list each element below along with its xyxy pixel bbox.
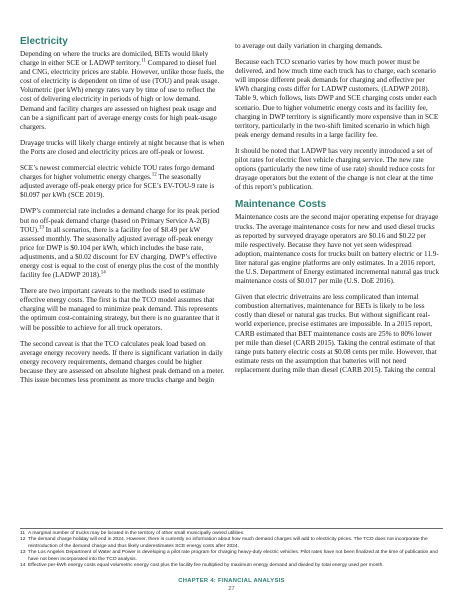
footnote-divider xyxy=(20,528,443,529)
section-heading-maintenance-costs: Maintenance Costs xyxy=(235,199,327,211)
footnote-text: Effective per-kWh energy costs equal volumetric energy cost plus the facility fee multiplied by maximum energy demand and divided by total energy used per month. xyxy=(28,563,384,569)
paragraph: The second caveat is that the TCO calculates peak load based on average energy recovery needs. If there is significant variation in daily energy recovery requirements, demand charges could be higher because they are assessed on absolute highest peak demand on a meter. This issue becomes less prominent as more trucks charge and begin xyxy=(20,339,225,384)
paragraph xyxy=(20,50,225,132)
footnote-text: The Los Angeles Department of Water and Power is developing a pilot rate program for charging heavy-duty electric vehicles. Pilot rates have not been finalized at the time of publication and have not been incorporated into the TCO analysis. xyxy=(28,550,438,562)
page-number: 27 xyxy=(228,586,235,592)
paragraph: There are two important caveats to the methods used to estimate effective energy costs. The first is that the TCO model assumes that charging will be managed to minimize peak demand. This represents the optimum cost-containing strategy, but there is no guarantee that it will be possible to achieve for all truck operators. xyxy=(20,287,220,332)
text-run: In all scenarios, there is a facility fee of $8.49 per kW assessed monthly. The seasonally adjusted average off-peak energy price for DWP is $0.104 per kWh, which includes the base rate, adjustments, and a $0.02 discount for EV charging. DWP’s effective energy cost is equal to the cost of energy plus the cost of the monthly facility fee (LADWP 2018). xyxy=(20,225,219,280)
text-run: The seasonally adjusted average off-peak energy price for SCE’s EV-TOU-9 rate is $0.097 per kWh (SCE 2019). xyxy=(20,173,215,200)
paragraph: to average out daily variation in charging demands. xyxy=(235,42,383,50)
footnote-ref[interactable]: 14 xyxy=(100,270,106,276)
right-column xyxy=(235,42,440,382)
footnote xyxy=(20,550,443,563)
paragraph: Given that electric drivetrains are less complicated than internal combustion alternatives, maintenance for BETs is likely to be less costly than diesel or natural gas trucks. But without significant real-world experience, precise estimates are impossible. In a 2015 report, CARB estimated that BET maintenance costs are 25% to 80% lower per mile than diesel (CARB 2015). Taking the central estimate of that range puts battery electric costs at $0.08 cents per mile. However, that estimate rests on the assumption that batteries will not need replacement during mile than diesel (CARB 2015). Taking the central xyxy=(235,293,437,374)
footnote-number: 14 xyxy=(20,563,26,569)
footnote-ref[interactable]: 11 xyxy=(141,58,146,64)
text-run: SCE’s newest commercial electric vehicle TOU rates forgo demand charges for higher volumetric energy charges. xyxy=(20,164,215,182)
footnote-number: 13 xyxy=(20,550,26,556)
paragraph xyxy=(20,207,225,280)
footnotes xyxy=(20,531,443,569)
paragraph xyxy=(20,164,225,200)
paragraph: Drayage trucks will likely charge entirely at night because that is when the Ports are closed and electricity prices are off-peak or lowest. xyxy=(20,138,225,156)
text-run: Depending on where the trucks are domiciled, BETs would likely charge in either SCE or LADWP territory. xyxy=(20,50,209,68)
footnote xyxy=(20,563,443,569)
left-column xyxy=(20,36,225,392)
footnote-text: The demand charge holiday will end in 2024. However, there is currently no information about how much demand charges will add to electricity prices. The TCO does not incorporate the reintroduction of the demand charge and thus likely underestimates SCE energy costs after 2024. xyxy=(28,537,428,549)
paragraph: Because each TCO scenario varies by how much power must be delivered, and how much time each truck has to charge, each scenario will impose different peak demands for charging and effective per kWh charging costs differ for LADWP customers. (LADWP 2018). Table 9, which follows, lists DWP and SCE charging costs under each scenario. Due to higher volumetric energy costs and its facility fee, charging in DWP territory is significantly more expensive than in SCE territory, particularly in the two-shift limited scenario in which high peak energy demand results in a large facility fee. xyxy=(235,58,439,139)
footnote xyxy=(20,537,443,550)
footnote-text: A marginal number of trucks may be located in the territory of other small municipally owned utilities. xyxy=(28,531,245,536)
footnote-ref[interactable]: 13 xyxy=(38,225,44,231)
paragraph: Maintenance costs are the second major operating expense for drayage trucks. The average maintenance costs for new and used diesel trucks as reported by surveyed drayage operators are $0.16 and $0.22 per mile respectively. Because they have not yet seen widespread adoption, maintenance costs for trucks built on battery electric or 11.9-liter natural gas engine platforms are only estimates. In a 2016 report, the U.S. Department of Energy estimated incremental natural gas truck maintenance costs of $0.017 per mile (U.S. DoE 2016). xyxy=(235,213,440,286)
footnote-number: 11 xyxy=(20,531,26,536)
footnote-number: 12 xyxy=(20,537,26,543)
chapter-footer: CHAPTER 4: FINANCIAL ANALYSIS xyxy=(178,578,285,584)
footnote-ref[interactable]: 12 xyxy=(151,172,157,178)
paragraph: It should be noted that LADWP has very recently introduced a set of pilot rates for electric fleet vehicle charging service. The new rate options (particularly the new time of use rate) should reduce costs for drayage operators but the extent of the change is not clear at the time of this report’s publication. xyxy=(235,146,435,192)
text-run: DWP’s commercial rate includes a demand charge for its peak period but no off-peak demand charge (based on Primary Service A-2(B) TOU). xyxy=(20,207,220,234)
text-run: Compared to diesel fuel and CNG, electricity prices are stable. However, unlike those fuels, the cost of electricity is dependent on time of use (TOU) and peak usage. Volumetric (per kWh) energy rates vary by time of use to reflect the cost of delivering electricity in periods of high or low demand. Demand and facility charges are assessed on highest peak usage and can be a significant part of average energy costs for high peak-usage chargers. xyxy=(20,59,225,131)
section-heading-electricity: Electricity xyxy=(20,36,68,47)
